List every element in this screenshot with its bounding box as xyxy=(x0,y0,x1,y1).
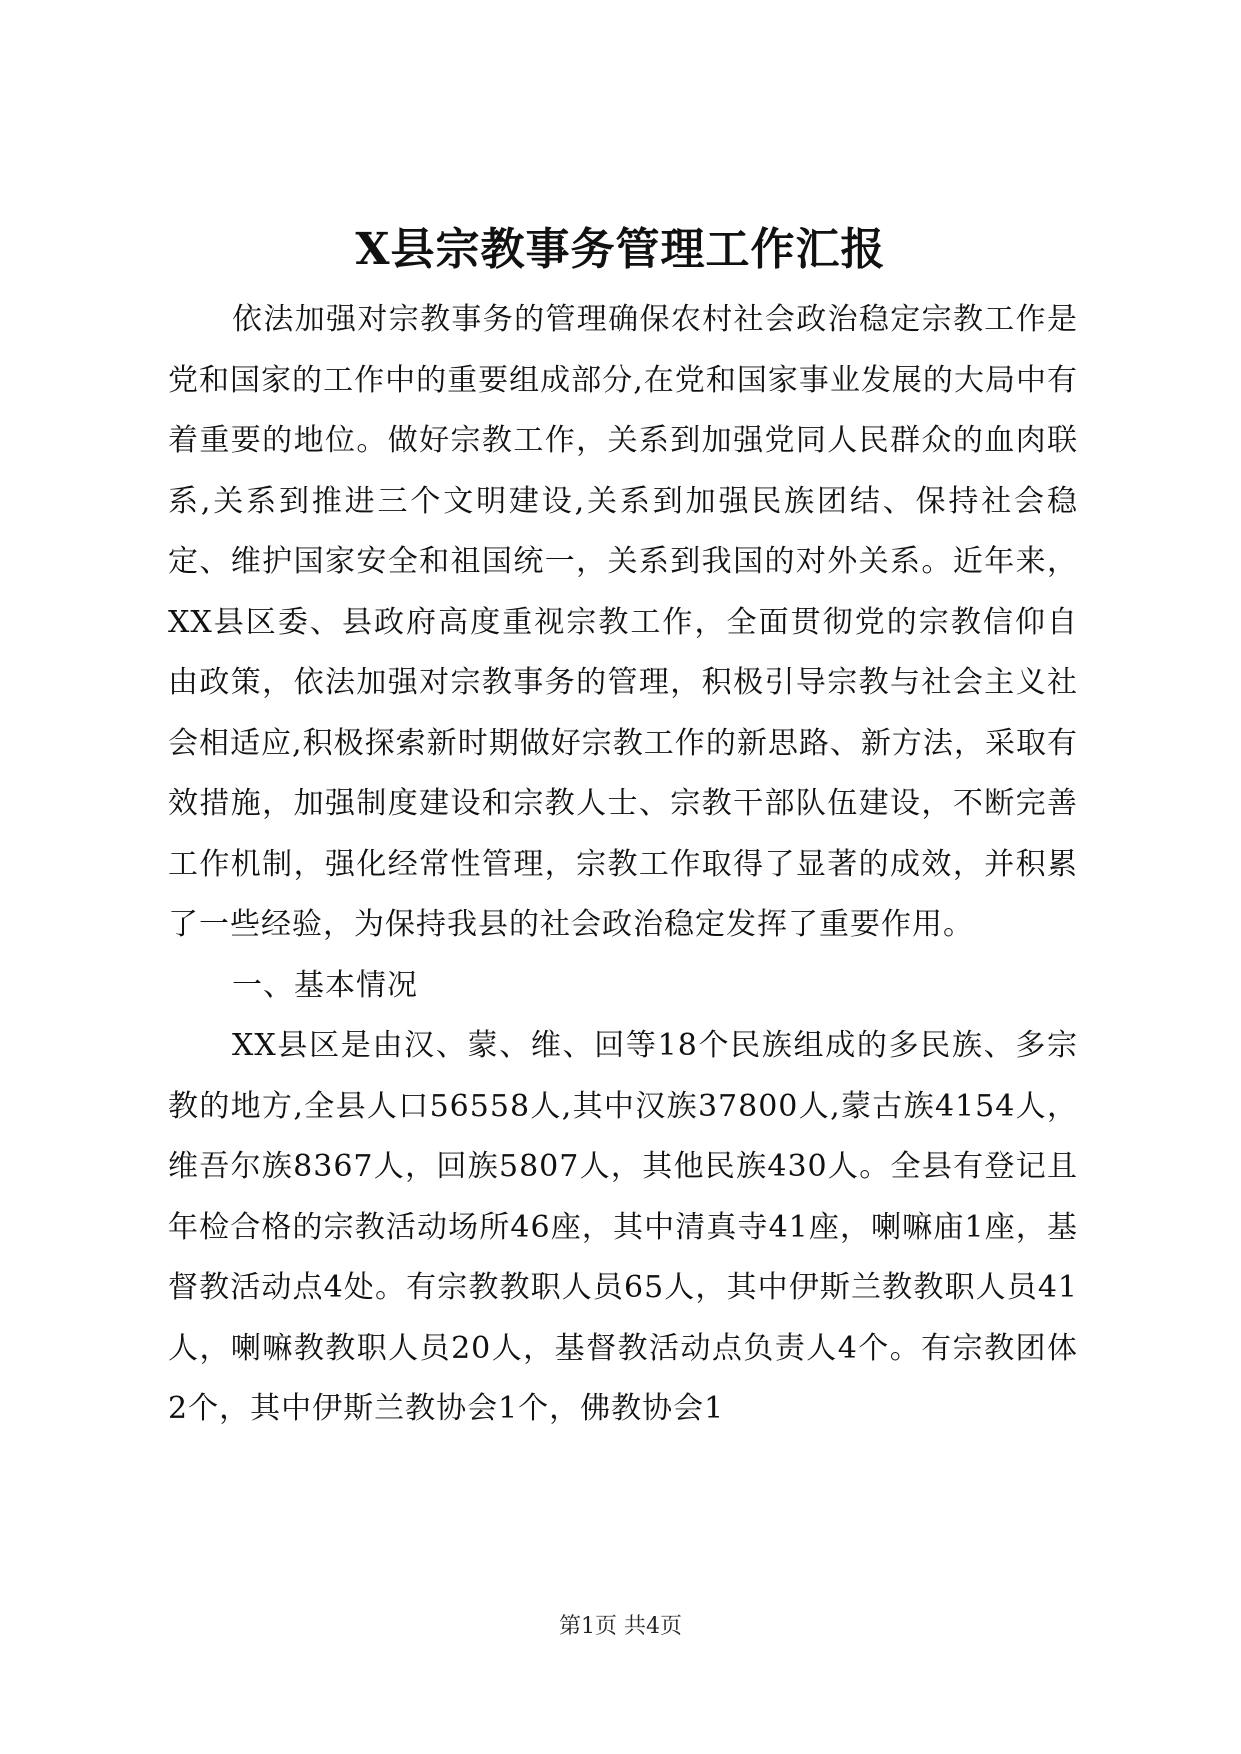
section-heading: 一、基本情况 xyxy=(232,967,418,1003)
page-footer: 第1页 共4页 xyxy=(559,1614,682,1639)
intro-paragraph: 依法加强对宗教事务的管理确保农村社会政治稳定宗教工作是党和国家的工作中的重要组成部分,在党和国家事业发展的大局中有着重要的地位。做好宗教工作，关系到加强党同人民群众的血肉联系,关系到推进三个文明建设,关系到加强民族团结、保持社会稳定、维护国家安全和祖国统一，关系到我国的对外关系。近年来，XX县区委、县政府高度重视宗教工作，全面贯彻党的宗教信仰自由政策，依法加强对宗教事务的管理，积极引导宗教与社会主义社会相适应,积极探索新时期做好宗教工作的新思路、新方法，采取有效措施，加强制度建设和宗教人士、宗教干部队伍建设，不断完善工作机制，强化经常性管理，宗教工作取得了显著的成效，并积累了一些经验，为保持我县的社会政治稳定发挥了重要作用。 xyxy=(168,302,1078,942)
section-paragraph: XX县区是由汉、蒙、维、回等18个民族组成的多民族、多宗教的地方,全县人口56558人,其中汉族37800人,蒙古族4154人，维吾尔族8367人，回族5807人，其他民族430人。全县有登记且年检合格的宗教活动场所46座，其中清真寺41座，喇嘛庙1座，基督教活动点4处。有宗教教职人员65人，其中伊斯兰教教职人员41人，喇嘛教教职人员20人，基督教活动点负责人4个。有宗教团体2个，其中伊斯兰教协会1个，佛教协会1 xyxy=(168,1028,1078,1426)
document-body xyxy=(168,290,1078,1440)
document-title: X县宗教事务管理工作汇报 xyxy=(355,224,886,275)
